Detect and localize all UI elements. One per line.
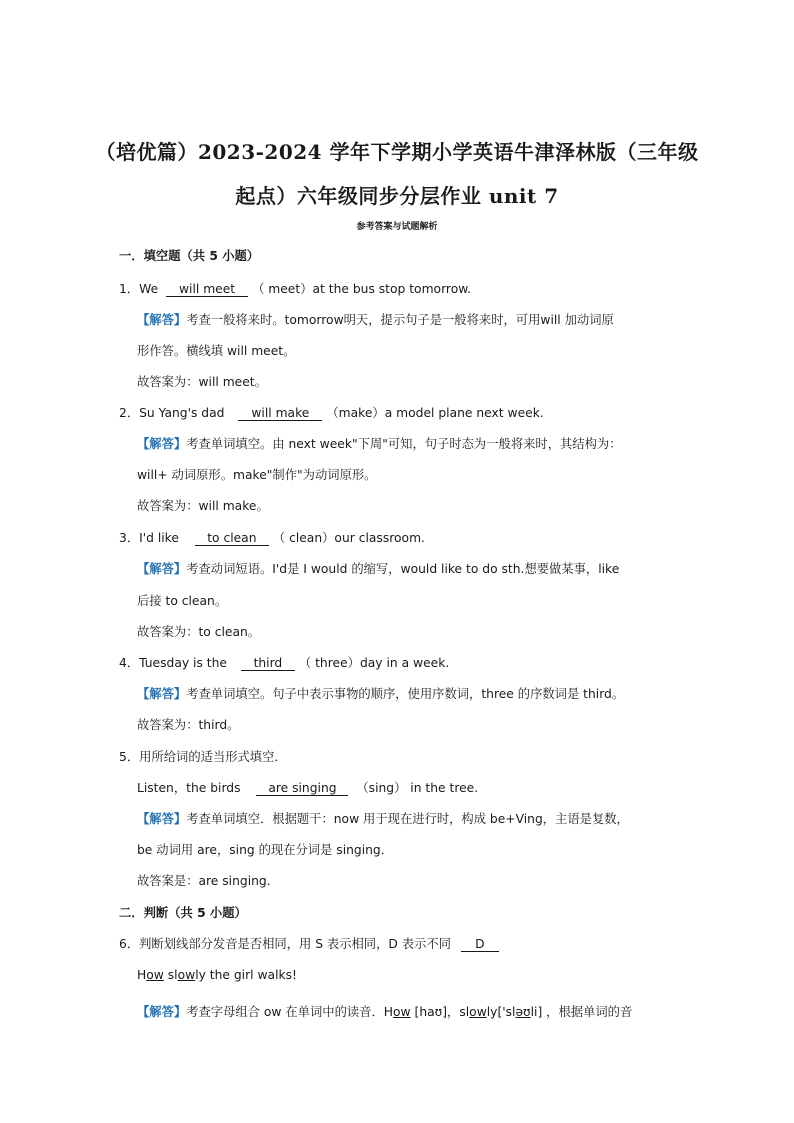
explanation: 【解答】考查动词短语。I'd是 I would 的缩写，would like to do sth.想要做某事，like <box>137 562 620 576</box>
question-text: （ meet）at the bus stop tomorrow. <box>252 282 472 296</box>
question-prompt: 用所给词的适当形式填空． <box>139 750 287 764</box>
explanation: 【解答】考查一般将来时。tomorrow明天，提示句子是一般将来时，可用will 加动词原 <box>137 313 614 327</box>
section-heading-judge: 二．判断（共 5 小题） <box>119 906 247 920</box>
answer-blank: will make <box>238 406 322 421</box>
final-answer: 故答案为：will meet。 <box>137 375 267 389</box>
underlined-letters: ow <box>146 968 164 982</box>
final-answer: 故答案为：to clean。 <box>137 625 261 639</box>
explanation: 【解答】考查单词填空．根据题干：now 用于现在进行时，构成 be+Ving，主语是复数， <box>137 812 629 826</box>
question-text: （sing） in the tree. <box>356 781 479 795</box>
answer-blank: to clean <box>195 531 269 546</box>
question-text: （ three）day in a week. <box>298 656 450 670</box>
answer-blank: third <box>241 656 295 671</box>
section-heading-fill: 一．填空题（共 5 小题） <box>119 249 260 263</box>
answer-blank: will meet <box>166 282 248 297</box>
question-text: （make）a model plane next week. <box>326 406 544 420</box>
question-6 <box>119 935 503 953</box>
question-number: 5． <box>119 750 140 764</box>
explanation-cont: will+ 动词原形。make"制作"为动词原形。 <box>137 468 377 482</box>
question-3 <box>119 529 425 547</box>
question-text: We <box>139 282 159 296</box>
final-answer: 故答案为：will make。 <box>137 499 269 513</box>
explanation: 【解答】考查单词填空。句子中表示事物的顺序，使用序数词，three 的序数词是 third。 <box>137 687 625 701</box>
answer-tag: 【解答】 <box>137 1005 187 1019</box>
underlined-phonetic: əʊ <box>515 1005 531 1019</box>
question-prompt: 判断划线部分发音是否相同，用 S 表示相同，D 表示不同 <box>139 937 451 951</box>
question-number: 2． <box>119 406 140 420</box>
question-6-sentence: How slowly the girl walks! <box>137 968 297 982</box>
question-text: I'd like <box>139 531 179 545</box>
answer-tag: 【解答】 <box>137 687 187 701</box>
answer-tag: 【解答】 <box>137 437 187 451</box>
answer-blank: are singing <box>256 781 348 796</box>
doc-subtitle: 参考答案与试题解析 <box>356 222 438 232</box>
question-4 <box>119 654 449 672</box>
question-1 <box>119 280 471 298</box>
underlined-letters: ow <box>393 1005 411 1019</box>
question-number: 6． <box>119 937 140 951</box>
question-5 <box>119 748 287 766</box>
underlined-letters: ow <box>469 1005 487 1019</box>
explanation-cont: 后接 to clean。 <box>137 594 228 608</box>
explanation: 【解答】考查单词填空。由 next week"下周"可知，句子时态为一般将来时，其结构为： <box>137 437 622 451</box>
underlined-letters: ow <box>177 968 196 982</box>
final-answer: 故答案是：are singing． <box>137 874 280 888</box>
explanation-cont: 形作答。横线填 will meet。 <box>137 344 296 358</box>
doc-title-line2: 起点）六年级同步分层作业 unit 7 <box>235 184 559 208</box>
answer-tag: 【解答】 <box>137 562 187 576</box>
question-number: 3． <box>119 531 140 545</box>
explanation-cont: be 动词用 are，sing 的现在分词是 singing． <box>137 843 394 857</box>
question-5-sentence <box>137 779 478 797</box>
question-text: Tuesday is the <box>139 656 227 670</box>
question-number: 4． <box>119 656 140 670</box>
doc-title-line1: （培优篇）2023-2024 学年下学期小学英语牛津泽林版（三年级 <box>95 140 699 164</box>
answer-tag: 【解答】 <box>137 812 187 826</box>
question-text: Listen，the birds <box>137 781 241 795</box>
answer-blank: D <box>461 937 499 952</box>
question-text: Su Yang's dad <box>139 406 225 420</box>
question-text: （ clean）our classroom. <box>272 531 425 545</box>
explanation: 【解答】考查字母组合 ow 在单词中的读音．How [haʊ]，slowly['sləʊli] ，根据单词的音 <box>137 1005 633 1019</box>
answer-tag: 【解答】 <box>137 313 187 327</box>
question-2 <box>119 404 544 422</box>
final-answer: 故答案为：third。 <box>137 718 240 732</box>
question-number: 1． <box>119 282 140 296</box>
